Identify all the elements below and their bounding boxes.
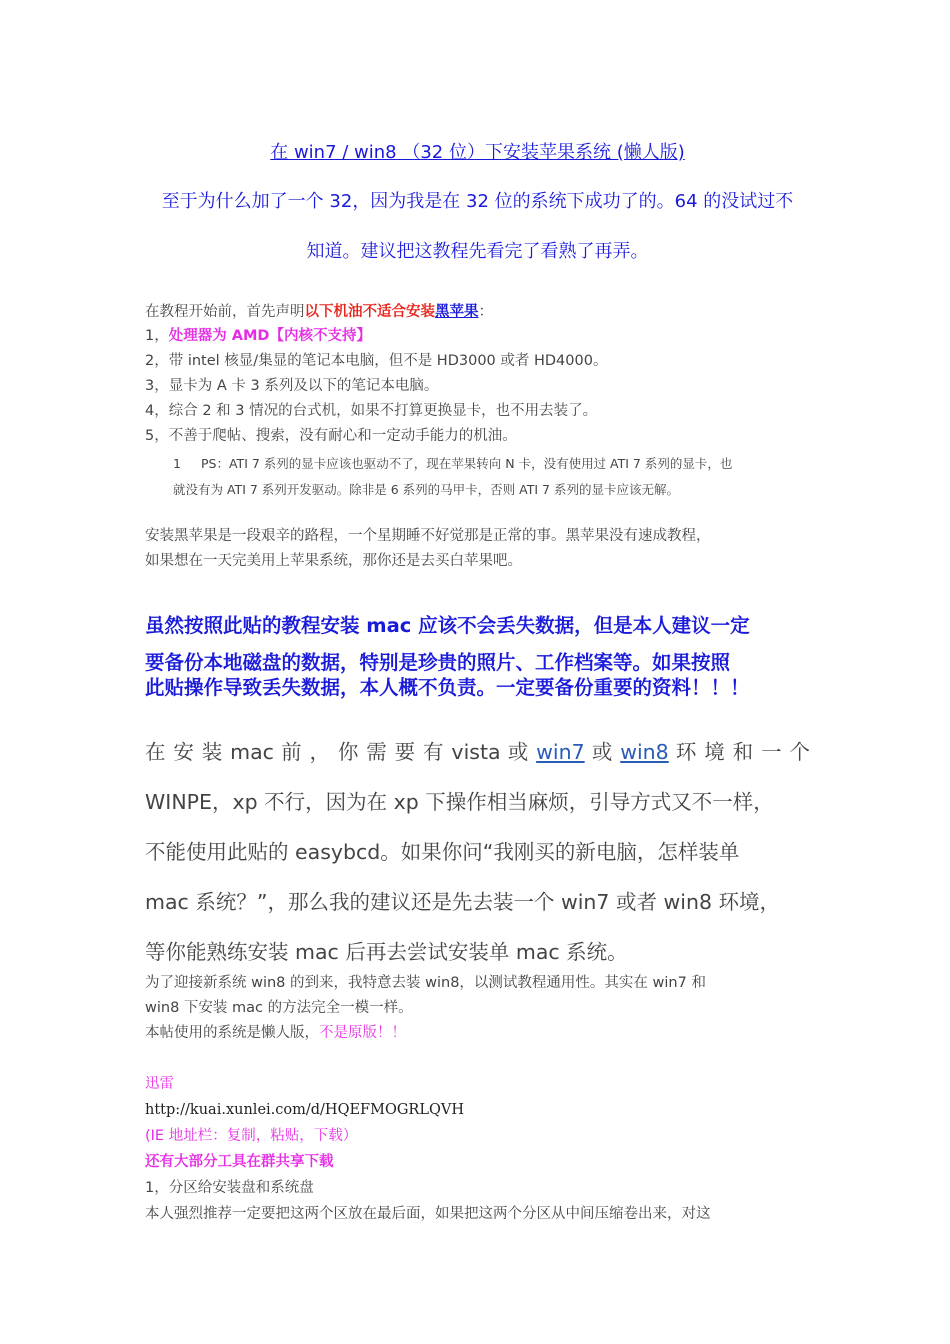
step-1-description: 本人强烈推荐一定要把这两个区放在最后面，如果把这两个分区从中间压缩卷出来，对这	[145, 1206, 711, 1222]
group-share-note: 还有大部分工具在群共享下载	[145, 1154, 334, 1170]
unsuitable-list	[145, 324, 810, 449]
list-item: 5，不善于爬帖、搜索，没有耐心和一定动手能力的机油。	[145, 428, 517, 444]
not-original-note: 不是原版！！	[319, 1025, 406, 1041]
win8-link[interactable]: win8	[620, 740, 669, 764]
intro-line-2: 知道。建议把这教程先看完了看熟了再弄。	[306, 241, 649, 262]
notice-line	[145, 300, 493, 325]
requirements-line-1: 在 安 装 mac 前 ， 你 需 要 有 vista 或 win7 或 win8 环 境 和 一 个	[145, 740, 810, 764]
list-item: 4，综合 2 和 3 情况的台式机，如果不打算更换显卡，也不用去装了。	[145, 403, 598, 419]
win7-link[interactable]: win7	[536, 740, 585, 764]
download-section	[145, 1071, 810, 1227]
black-apple-link[interactable]: 黑苹果	[435, 304, 479, 320]
notice-prefix: 在教程开始前，首先声明	[145, 304, 305, 320]
page-title[interactable]: 在 win7 / win8 （32 位）下安装苹果系统 (懒人版)	[270, 142, 685, 163]
ps-number: 1	[173, 456, 181, 471]
list-item: 2，带 intel 核显/集显的笔记本电脑，但不是 HD3000 或者 HD4000。	[145, 353, 608, 369]
hard-road-paragraph: 安装黑苹果是一段艰辛的路程，一个星期睡不好觉那是正常的事。黑苹果没有速成教程， 如果想在一天完美用上苹果系统，那你还是去买白苹果吧。	[145, 528, 711, 569]
notice-red-text: 以下机油不适合安装	[304, 304, 435, 320]
ps-note: 1 PS：ATI 7 系列的显卡应该也驱动不了，现在苹果转向 N 卡，没有使用过 ATI 7 系列的显卡，也 就没有为 ATI 7 系列开发驱动。除非是 6 系列的马甲卡，否则 ATI 7 系列的显卡应该无解。	[173, 451, 813, 503]
xunlei-url[interactable]: http://kuai.xunlei.com/d/HQEFMOGRLQVH	[145, 1102, 464, 1118]
list-item: 3，显卡为 A 卡 3 系列及以下的笔记本电脑。	[145, 378, 439, 394]
ie-hint: (IE 地址栏：复制，粘贴，下载）	[145, 1128, 358, 1144]
xunlei-label: 迅雷	[145, 1076, 174, 1092]
win8-paragraph: 为了迎接新系统 win8 的到来，我特意去装 win8，以测试教程通用性。其实在 win7 和 win8 下安装 mac 的方法完全一模一样。 本帖使用的系统是懒人版，不是原版！！	[145, 975, 706, 1041]
intro-line-1: 至于为什么加了一个 32，因为我是在 32 位的系统下成功了的。64 的没试过不	[161, 191, 794, 212]
backup-warning: 虽然按照此贴的教程安装 mac 应该不会丢失数据，但是本人建议一定 要备份本地磁盘的数据，特别是珍贵的照片、工作档案等。如果按照 此贴操作导致丢失数据，本人概不负责。一定要备份重要的资料！！！	[145, 614, 750, 699]
step-1-heading: 1，分区给安装盘和系统盘	[145, 1180, 314, 1196]
list-item: 1，处理器为 AMD【内核不支持】	[145, 328, 371, 344]
requirements-paragraph: 在 安 装 mac 前 ， 你 需 要 有 vista 或 win7 或 win8 环 境 和 一 个 WINPE，xp 不行，因为在 xp 下操作相当麻烦，引导方式又不一样， 不能使用此贴的 easybcd。如果你问“我刚买的新电脑，怎样装单 mac 系统？”，那么我的建议还是先去装一个 win7 或者 win8 环境， 等你能熟练安装 mac 后再去尝试安装单 mac 系统。	[145, 727, 810, 977]
notice-suffix: ：	[478, 304, 493, 320]
